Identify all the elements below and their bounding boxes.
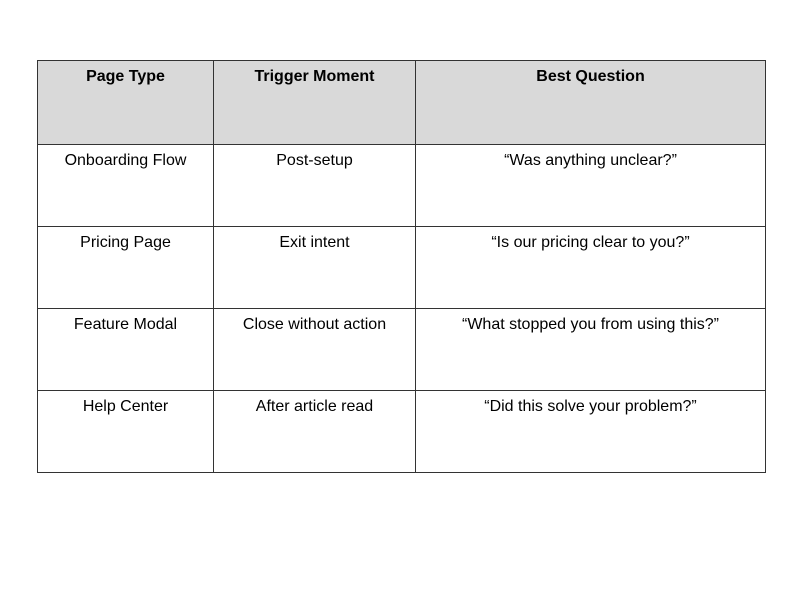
table-row xyxy=(38,227,766,309)
cell-page-type: Feature Modal xyxy=(38,309,214,391)
cell-page-type: Pricing Page xyxy=(38,227,214,309)
cell-best-question: “Is our pricing clear to you?” xyxy=(416,227,766,309)
cell-best-question: “What stopped you from using this?” xyxy=(416,309,766,391)
table-row xyxy=(38,391,766,473)
table-header-row xyxy=(38,61,766,145)
cell-trigger-moment: Close without action xyxy=(214,309,416,391)
feedback-question-table xyxy=(37,60,766,473)
column-header-best-question: Best Question xyxy=(416,61,766,145)
cell-trigger-moment: Exit intent xyxy=(214,227,416,309)
cell-page-type: Onboarding Flow xyxy=(38,145,214,227)
cell-trigger-moment: Post-setup xyxy=(214,145,416,227)
table-row xyxy=(38,309,766,391)
column-header-page-type: Page Type xyxy=(38,61,214,145)
cell-best-question: “Did this solve your problem?” xyxy=(416,391,766,473)
cell-page-type: Help Center xyxy=(38,391,214,473)
column-header-trigger-moment: Trigger Moment xyxy=(214,61,416,145)
table-row xyxy=(38,145,766,227)
cell-trigger-moment: After article read xyxy=(214,391,416,473)
cell-best-question: “Was anything unclear?” xyxy=(416,145,766,227)
